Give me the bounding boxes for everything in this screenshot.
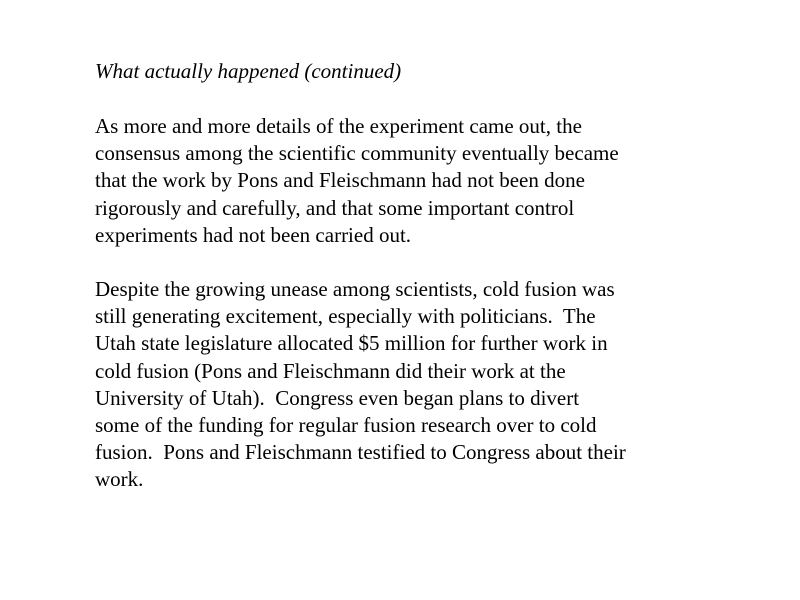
text-line: consensus among the scientific community eventually became	[95, 141, 619, 166]
text-line: fusion. Pons and Fleischmann testified to Congress about their	[95, 440, 626, 465]
paragraph-political-excitement	[95, 276, 626, 494]
text-line: Utah state legislature allocated $5 million for further work in	[95, 331, 608, 356]
text-line: rigorously and carefully, and that some important control	[95, 195, 575, 220]
text-line: University of Utah). Congress even began plans to divert	[95, 385, 580, 410]
slide-title: What actually happened (continued)	[95, 59, 402, 83]
text-line: some of the funding for regular fusion research over to cold	[95, 413, 597, 438]
text-line: experiments had not been carried out.	[95, 222, 412, 247]
text-line: that the work by Pons and Fleischmann had not been done	[95, 168, 585, 193]
text-line: still generating excitement, especially with politicians. The	[95, 304, 596, 329]
paragraph-details-emerged	[95, 113, 619, 249]
text-line: As more and more details of the experiment came out, the	[95, 114, 582, 138]
text-line: work.	[95, 467, 144, 492]
text-line: cold fusion (Pons and Fleischmann did their work at the	[95, 358, 566, 383]
text-line: Despite the growing unease among scientists, cold fusion was	[95, 277, 615, 301]
